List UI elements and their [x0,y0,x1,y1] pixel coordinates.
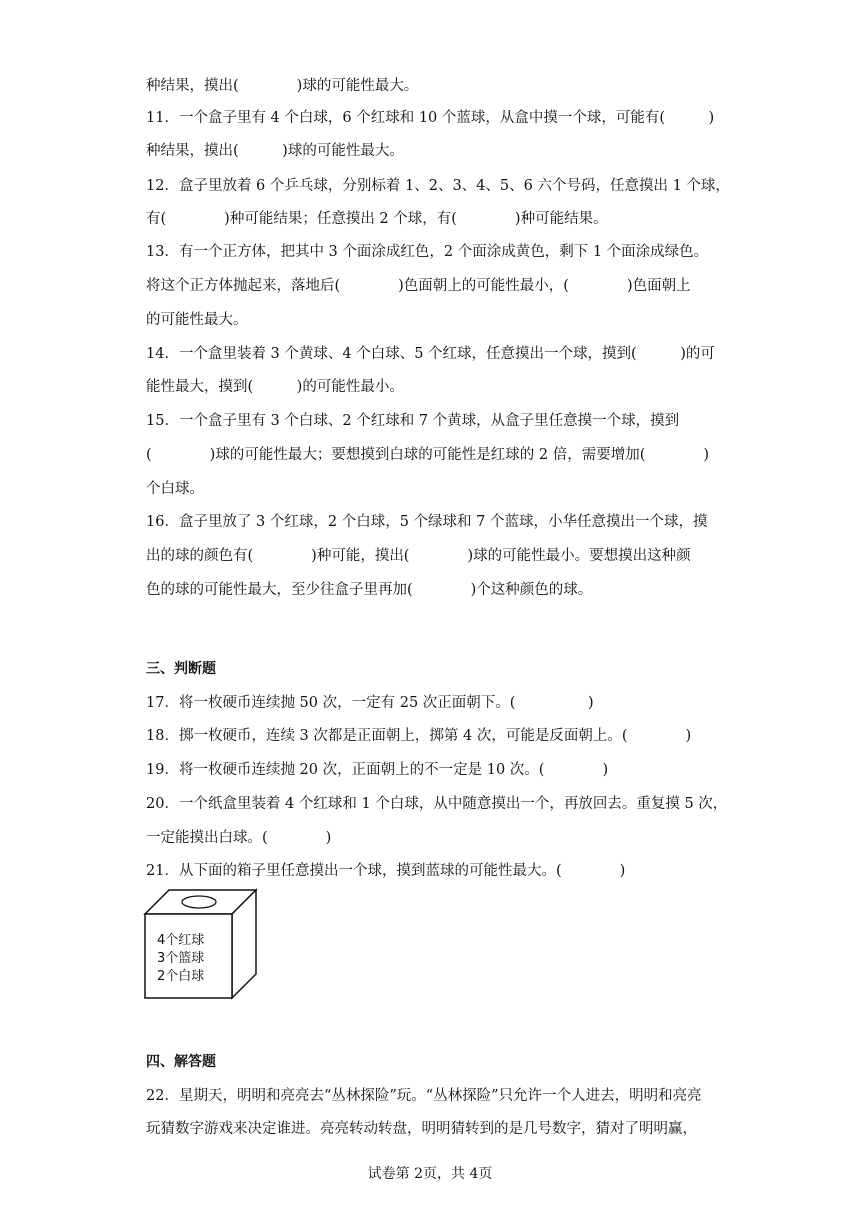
box-label-red: 4个红球 [157,933,205,948]
question-12-line-2: 有( )种可能结果；任意摸出 2 个球，有( )种可能结果。 [146,211,608,227]
question-15-line-2: ( )球的可能性最大；要想摸到白球的可能性是红球的 2 倍，需要增加( ) [146,447,710,463]
question-13-line-2: 将这个正方体抛起来，落地后( )色面朝上的可能性最小，( )色面朝上 [146,278,691,294]
question-20-line-1: 20．一个纸盒里装着 4 个红球和 1 个白球，从中随意摸出一个，再放回去。重复摸 5 次， [146,796,728,812]
box-hole [182,896,216,908]
question-13-line-3: 的可能性最大。 [146,312,248,328]
question-16-line-2: 出的球的颜色有( )种可能，摸出( )球的可能性最小。要想摸出这种颜 [146,548,691,564]
question-14-line-2: 能性最大，摸到( )的可能性最小。 [146,379,404,395]
page-footer: 试卷第 2页，共 4页 [367,1166,493,1182]
question-12-line-1: 12．盒子里放着 6 个乒乓球，分别标着 1、2、3、4、5、6 六个号码，任意摸出 1 个球， [146,178,730,194]
ball-box-figure [143,888,258,1000]
section-3-heading: 三、判断题 [146,661,216,677]
question-22-line-2: 玩猜数字游戏来决定谁进。亮亮转动转盘，明明猜转到的是几号数字，猜对了明明赢， [146,1121,697,1137]
question-15-line-1: 15．一个盒子里有 3 个白球、2 个红球和 7 个黄球，从盒子里任意摸一个球，摸到 [146,413,680,429]
question-22-line-1: 22．星期天，明明和亮亮去“丛林探险”玩。“丛林探险”只允许一个人进去，明明和亮亮 [146,1088,702,1104]
box-label-white: 2个白球 [157,969,205,984]
question-21: 21．从下面的箱子里任意摸出一个球，摸到蓝球的可能性最大。( ) [146,863,626,879]
question-13-line-1: 13．有一个正方体，把其中 3 个面涂成红色，2 个面涂成黄色，剩下 1 个面涂成绿色。 [146,244,709,260]
question-20-line-2: 一定能摸出白球。( ) [146,830,332,846]
question-16-line-3: 色的球的可能性最大，至少往盒子里再加( )个这种颜色的球。 [146,582,593,598]
question-18: 18．掷一枚硬币，连续 3 次都是正面朝上，掷第 4 次，可能是反面朝上。( ) [146,728,692,744]
question-11-line-2: 种结果，摸出( )球的可能性最大。 [146,143,404,159]
section-4-heading: 四、解答题 [146,1054,216,1070]
box-label-blue: 3个篮球 [157,951,205,966]
question-11-line-1: 11．一个盒子里有 4 个白球，6 个红球和 10 个蓝球，从盒中摸一个球，可能有( ) [146,110,715,126]
question-17: 17．将一枚硬币连续抛 50 次，一定有 25 次正面朝下。( ) [146,695,594,711]
question-19: 19．将一枚硬币连续抛 20 次，正面朝上的不一定是 10 次。( ) [146,762,609,778]
text-line: 种结果，摸出( )球的可能性最大。 [146,78,419,94]
question-14-line-1: 14．一个盒里装着 3 个黄球、4 个白球、5 个红球，任意摸出一个球，摸到( )的可 [146,346,715,362]
question-16-line-1: 16．盒子里放了 3 个红球，2 个白球，5 个绿球和 7 个蓝球，小华任意摸出一个球，摸 [146,514,708,530]
question-15-line-3: 个白球。 [146,481,204,497]
